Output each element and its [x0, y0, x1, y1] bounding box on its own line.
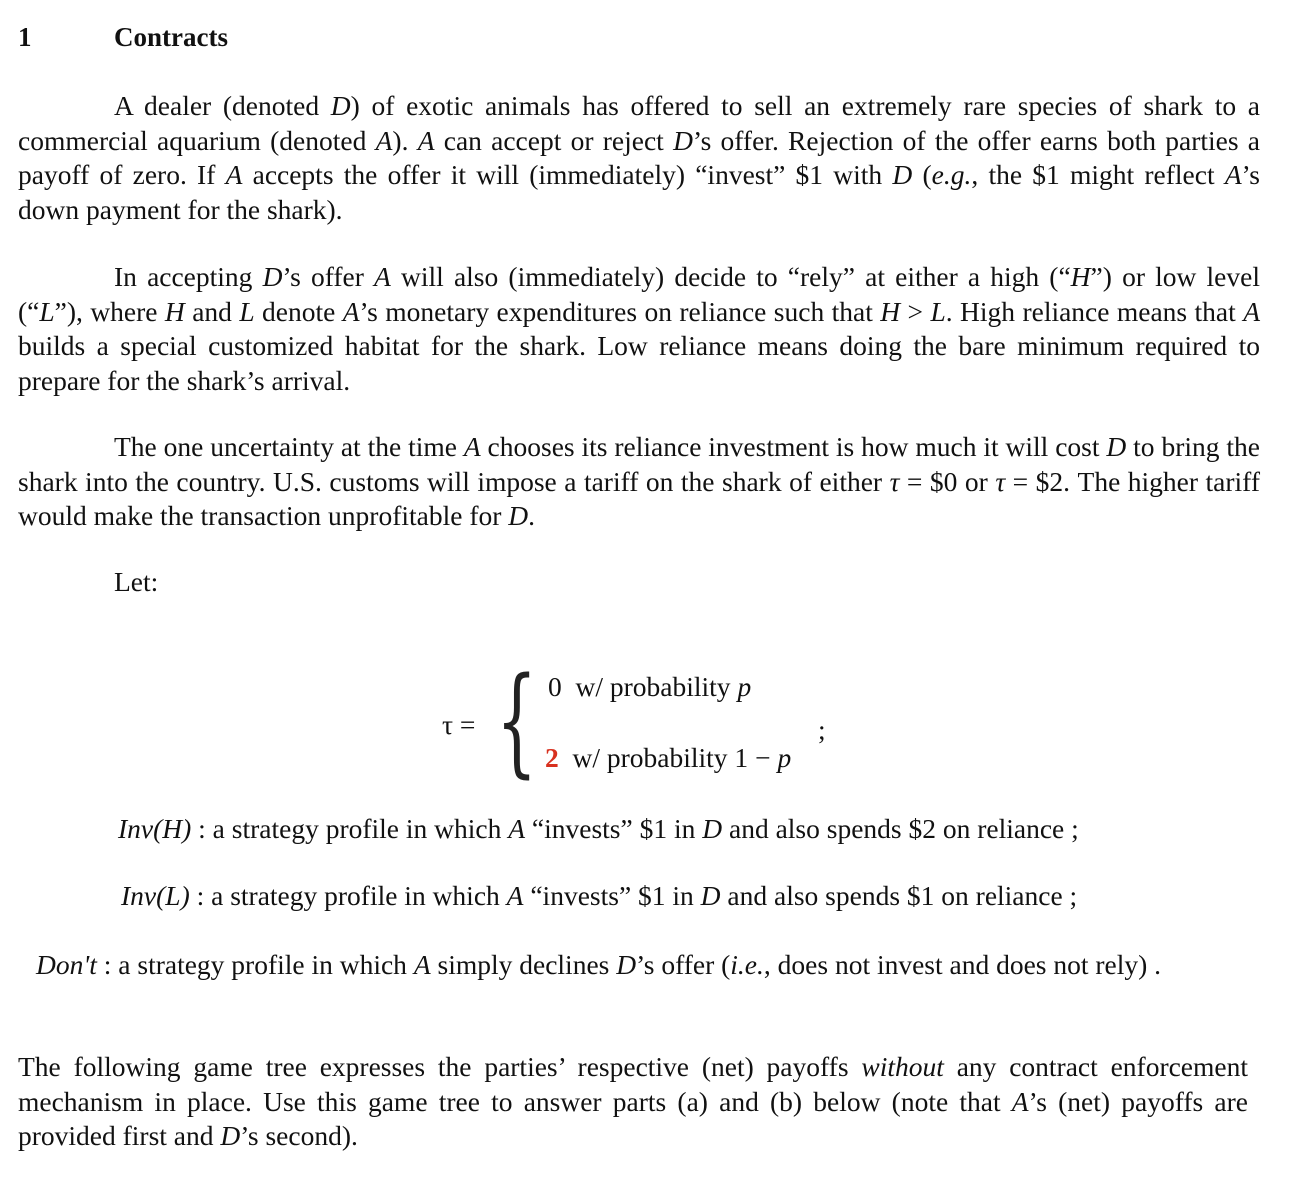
paragraph-4: The following game tree expresses the parties’ respective (net) payoffs without any contract enforcement mechanism in place. Use this game tree to answer parts (a) and (b) below (note that A’s (net) payoffs are provided first and D’s second). — [18, 1051, 1249, 1151]
tariff-case-2: 2 w/ probability 1 − p — [545, 742, 792, 773]
paragraph-2: In accepting D’s offer A will also (immediately) decide to “rely” at either a high (“H”) or low level (“L”), where H and L denote A’s monetary expenditures on reliance such that H > L. High reliance means that A builds a special customized habitat for the shark. Low reliance means doing the bare minimum required to prepare for the shark’s arrival. — [18, 261, 1260, 396]
definition-inv-h: Inv(H) : a strategy profile in which A “invests” $1 in D and also spends $2 on reliance ; — [118, 813, 1079, 844]
section-title: Contracts — [114, 22, 228, 52]
definition-dont: Don't : a strategy profile in which A simply declines D’s offer (i.e., does not invest and does not rely) . — [36, 949, 1162, 980]
tariff-brace: { — [496, 651, 538, 789]
tariff-lhs: τ = — [442, 709, 476, 740]
paragraph-1: A dealer (denoted D) of exotic animals has offered to sell an extremely rare species of shark to a commercial aquarium (denoted A). A can accept or reject D’s offer. Rejection of the offer earns both parties a payoff of zero. If A accepts the offer it will (immediately) “invest” $1 with D (e.g., the $1 might reflect A’s down payment for the shark). — [18, 90, 1260, 225]
let-label: Let: — [114, 566, 159, 597]
section-number: 1 — [18, 22, 32, 52]
tariff-case-1: 0 w/ probability p — [548, 671, 752, 702]
definition-inv-l: Inv(L) : a strategy profile in which A “invests” $1 in D and also spends $1 on reliance ; — [121, 880, 1078, 911]
tariff-semicolon: ; — [818, 714, 826, 745]
paragraph-3: The one uncertainty at the time A chooses its reliance investment is how much it will cost D to bring the shark into the country. U.S. customs will impose a tariff on the shark of either τ = $0 or τ = $2. The higher tariff would make the transaction unprofitable for D. — [18, 431, 1261, 531]
